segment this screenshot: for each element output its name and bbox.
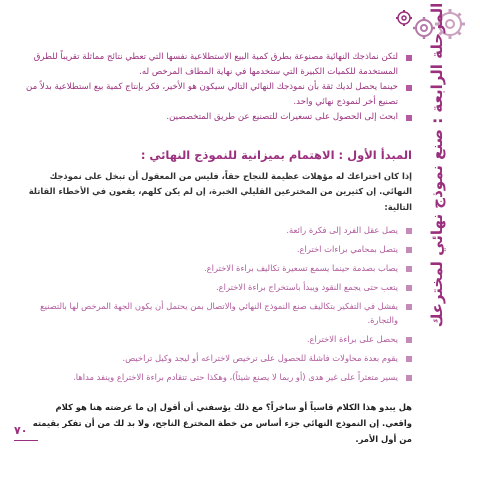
intro-paragraph: إذا كان اختراعك له مؤهلات عظيمة للنجاح حقاً، فليس من المعقول أن تبخل على نموذجك النهائي. إن كثيرين من المخترعين القليلي الخبرة، إن لم يكن كلهم، يقعون في الأخطاء القاتلة التالية:: [28, 170, 412, 212]
list-item: ابحث إلى الحصول على تسعيرات للتصنيع عن طريق المتخصصين.: [24, 110, 412, 125]
list-item: يسير متعثراً على غير هدى (أو ربما لا يصنع شيئاً)، وهكذا حتى تتقادم براءة الاختراع وينفد مداها.: [24, 370, 412, 385]
list-item: يحصل على براءة الاختراع.: [24, 332, 412, 347]
list-item: يقوم بعدة محاولات فاشلة للحصول على ترخيص لاختراعه أو ليجد وكيل تراخيص.: [24, 351, 412, 366]
closing-paragraph: هل يبدو هذا الكلام قاسياً أو ساخراً؟ مع ذلك يؤسفني أن أقول إن ما عرضته هنا هو كلام واقعي. إن النموذج النهائي جزء أساس من خطة المخترع الناجح، ولا بد لك من أن تفكر بقيمته من أول الأمر.: [32, 401, 412, 444]
gear-icon: [396, 10, 412, 26]
list-item: لتكن نماذجك النهائية مصنوعة بطرق كمية البيع الاستطلاعية نفسها التي تعطي نتائج مماثلة تقريباً للطرق المستخدمة للكميات الكبيرة التي ستخدمها في نهاية المطاف المرخص له.: [24, 50, 412, 79]
stage-title-vertical: [418, 2, 456, 328]
page-number: ٧٠: [14, 424, 28, 437]
page-number-rule: [14, 440, 38, 441]
list-item: يصاب بصدمة حينما يسمع تسعيرة تكاليف براءة الاختراع.: [24, 261, 412, 276]
list-item: يصل عقل الفرد إلى فكرة رائعة.: [24, 223, 412, 238]
list-item: يتصل بمحامي براءات اختراع.: [24, 242, 412, 257]
list-item: حينما يحصل لديك ثقة بأن نموذجك النهائي التالي سيكون هو الأخير، فكر بإنتاج كمية بيع استطلاعية بدلاً من تصنيع أخر لنموذج نهائي واحد.: [24, 80, 412, 109]
list-item: يتعب حتى يجمع النقود ويبدأ باستخراج براءة الاختراع.: [24, 280, 412, 295]
section-heading: المبدأ الأول : الاهتمام بميزانية للنموذج النهائي :: [140, 147, 412, 162]
main-content: [24, 50, 412, 447]
top-bullet-list: [24, 50, 412, 125]
list-item: يفشل في التفكير بتكاليف صنع النموذج النهائي والاتصال بمن يحتمل أن يكون الجهة المرخص لها بالتصنيع والتجارة.: [24, 299, 412, 329]
mistakes-list: [24, 223, 412, 384]
stage-title: المرحلة الرابعة : صنع نموذج نهائي لمخترعك: [428, 2, 446, 328]
